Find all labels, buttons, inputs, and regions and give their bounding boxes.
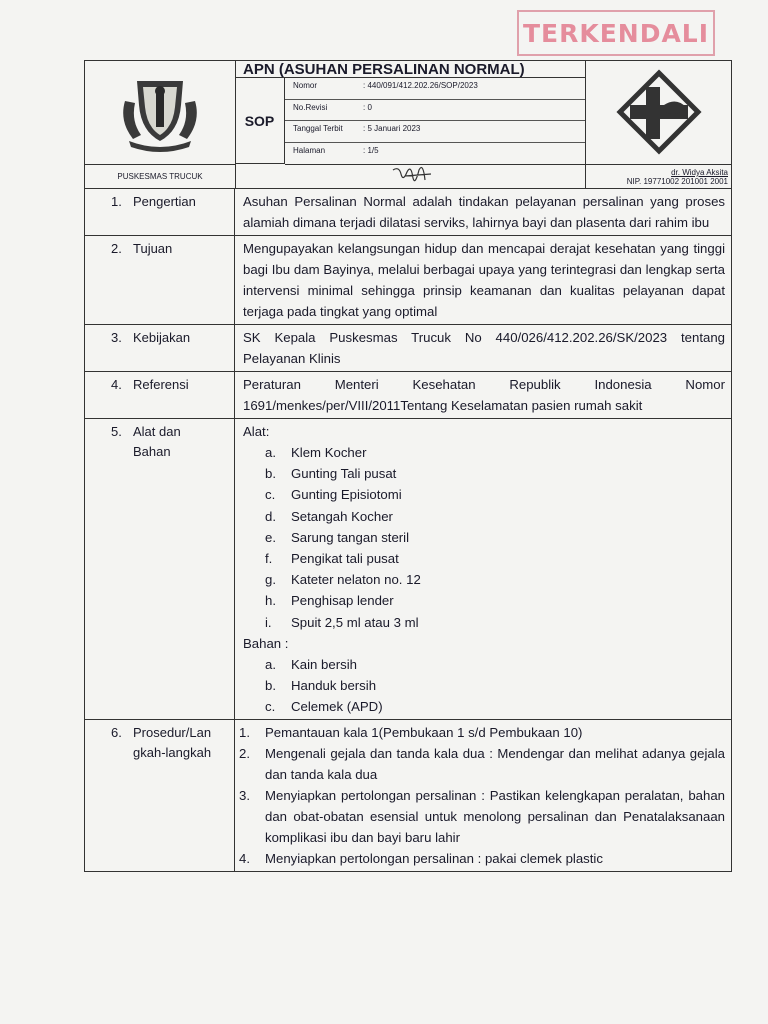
list-item: f. Pengikat tali pusat	[265, 551, 399, 567]
list-item: c. Gunting Episiotomi	[265, 487, 402, 503]
head-nip: NIP. 19771002 201001 2001	[626, 177, 728, 186]
list-item: b. Gunting Tali pusat	[265, 466, 397, 482]
procedure-steps	[239, 722, 725, 869]
section-alat-bahan	[85, 419, 731, 720]
section-referensi	[85, 372, 731, 419]
list-item: b. Handuk bersih	[265, 678, 377, 694]
sop-meta-table	[285, 78, 585, 165]
list-item: 3. Menyiapkan pertolongan persalinan : Pastikan kelengkapan peralatan, bahan dan obat-obatan esensial untuk menolong persalinan dan Penatalaksanaan komplikasi ibu dan bayi baru lahir	[239, 788, 725, 846]
list-item: c. Celemek (APD)	[265, 699, 383, 715]
bahan-list	[243, 654, 725, 718]
meta-row-nomor	[285, 78, 585, 100]
section-number: 2.	[111, 241, 122, 256]
section-kebijakan	[85, 325, 731, 372]
list-item: e. Sarung tangan steril	[265, 529, 410, 545]
section-pengertian	[85, 189, 731, 236]
bahan-title: Bahan :	[243, 635, 289, 651]
section-tujuan	[85, 236, 731, 325]
head-name: dr. Widya Aksita	[671, 168, 728, 177]
section-label-line1: Prosedur/Lan	[133, 725, 212, 741]
meta-value: : 440/091/412.202.26/SOP/2023	[363, 81, 478, 90]
list-item: a. Klem Kocher	[265, 445, 367, 460]
meta-row-revisi	[285, 100, 585, 122]
regency-logo-icon	[85, 61, 235, 164]
section-number: 3.	[111, 330, 122, 345]
section-text: Mengupayakan kelangsungan hidup dan mencapai derajat kesehatan yang tinggi bagi Ibu dam Bayinya, melalui berbagai upaya yang terintegrasi dan lengkap serta intervensi minimal sehingga prinsip keamanan dan kualitas pelayanan dapat terjaga pada tingkat yang optimal	[243, 241, 725, 319]
meta-row-halaman	[285, 143, 585, 165]
regency-logo-cell	[85, 61, 236, 165]
sop-document	[84, 60, 732, 872]
list-item: 2. Mengenali gejala dan tanda kala dua : Mendengar dan melihat adanya gejala dan tanda kala dua	[239, 746, 725, 783]
meta-row-tanggal	[285, 121, 585, 143]
section-label-line2: Bahan	[133, 444, 171, 459]
sop-label: SOP	[235, 78, 285, 164]
section-label: Referensi	[133, 377, 189, 392]
controlled-stamp: TERKENDALI	[517, 10, 715, 56]
section-number: 1.	[111, 194, 122, 209]
alat-title: Alat:	[243, 424, 270, 439]
section-text: Peraturan Menteri Kesehatan Republik Indonesia Nomor 1691/menkes/per/VIII/2011Tentang Keselamatan pasien rumah sakit	[243, 377, 725, 413]
list-item: d. Setangah Kocher	[265, 508, 393, 524]
sop-header	[85, 61, 731, 189]
list-item: i. Spuit 2,5 ml atau 3 ml	[265, 614, 419, 630]
list-item: g. Kateter nelaton no. 12	[265, 572, 421, 588]
section-label-line2: gkah-langkah	[133, 745, 212, 761]
meta-key: Nomor	[293, 81, 318, 90]
meta-key: Halaman	[293, 145, 326, 155]
section-label: Kebijakan	[133, 330, 191, 345]
puskesmas-emblem-icon	[586, 61, 732, 164]
head-of-puskesmas	[585, 164, 731, 188]
meta-key: Tanggal Terbit	[293, 124, 343, 133]
section-number: 6.	[111, 725, 122, 741]
handwritten-signature	[235, 164, 585, 188]
document-title: APN (ASUHAN PERSALINAN NORMAL)	[235, 61, 585, 78]
section-prosedur	[85, 720, 731, 871]
section-number: 4.	[111, 377, 122, 392]
meta-value: : 1/5	[363, 145, 379, 155]
section-text: SK Kepala Puskesmas Trucuk No 440/026/412.202.26/SK/2023 tentang Pelayanan Klinis	[243, 330, 725, 366]
meta-value: : 5 Januari 2023	[363, 124, 421, 133]
list-item: 1. Pemantauan kala 1(Pembukaan 1 s/d Pembukaan 10)	[239, 725, 583, 741]
meta-key: No.Revisi	[293, 102, 328, 112]
list-item: 4. Menyiapkan pertolongan persalinan : pakai clemek plastic	[239, 851, 603, 867]
section-text: Asuhan Persalinan Normal adalah tindakan pelayanan persalinan yang proses alamiah dimana terjadi dilatasi serviks, lahirnya bayi dan plasenta dari rahim ibu	[243, 194, 725, 230]
meta-value: : 0	[363, 102, 372, 112]
list-item: a. Kain bersih	[265, 656, 357, 672]
section-label-line1: Alat dan	[133, 424, 181, 439]
list-item: h. Penghisap lender	[265, 593, 394, 609]
section-number: 5.	[111, 424, 122, 439]
puskesmas-emblem-cell	[585, 61, 732, 165]
alat-list	[243, 442, 725, 633]
signature-cell	[235, 164, 585, 188]
section-label: Pengertian	[133, 194, 196, 209]
puskesmas-name: PUSKESMAS TRUCUK	[85, 164, 236, 188]
section-label: Tujuan	[133, 241, 173, 256]
